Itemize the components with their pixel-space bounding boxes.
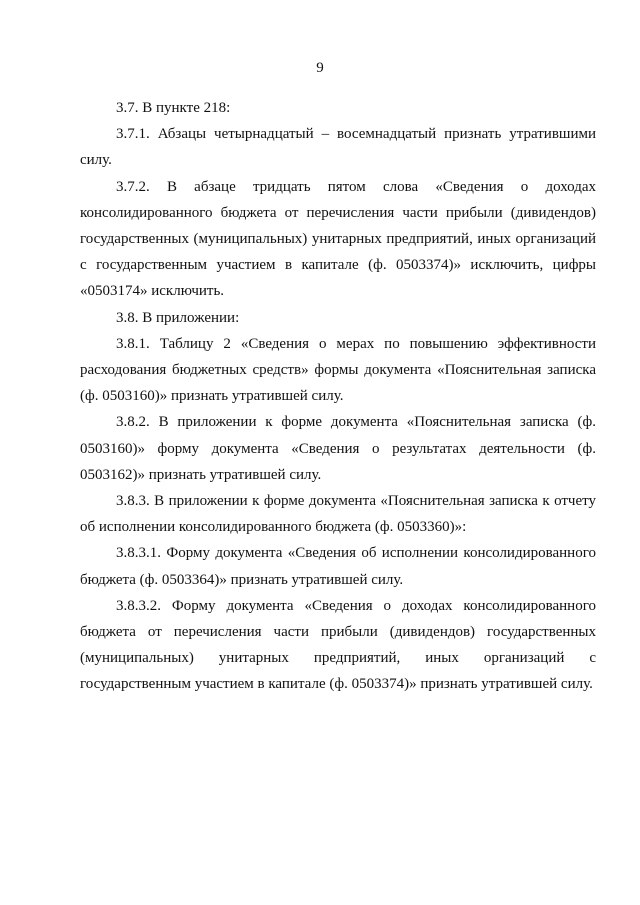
paragraph-3-8: 3.8. В приложении: [116, 309, 240, 326]
paragraph-3-7-1: 3.7.1. Абзацы четырнадцатый – восемнадцатый признать утратившими силу. [80, 126, 596, 169]
paragraph-3-7-2: 3.7.2. В абзаце тридцать пятом слова «Сведения о доходах консолидированного бюджета от перечисления части прибыли (дивидендов) государственных (муниципальных) унитарных предприятий, иных организаций с государственным участием в капитале (ф. 0503374)» исключить, цифры «0503174» исключить. [80, 178, 596, 300]
paragraph-3-8-2: 3.8.2. В приложении к форме документа «Пояснительная записка (ф. 0503160)» форму документа «Сведения о результатах деятельности (ф. 0503162)» признать утратившей силу. [80, 414, 596, 483]
paragraph-3-8-3-2: 3.8.3.2. Форму документа «Сведения о доходах консолидированного бюджета от перечисления части прибыли (дивидендов) государственных (муниципальных) унитарных предприятий, иных организаций с государственным участием в капитале (ф. 0503374)» признать утратившей силу. [80, 597, 596, 693]
paragraph-3-7: 3.7. В пункте 218: [116, 100, 231, 116]
paragraph-3-8-3: 3.8.3. В приложении к форме документа «Пояснительная записка к отчету об исполнении консолидированного бюджета (ф. 0503360)»: [80, 493, 596, 536]
page-number: 9 [316, 60, 324, 76]
document-body [80, 95, 596, 698]
paragraph-3-8-1: 3.8.1. Таблицу 2 «Сведения о мерах по повышению эффективности расходования бюджетных средств» формы документа «Пояснительная записка (ф. 0503160)» признать утратившей силу. [80, 335, 596, 405]
paragraph-3-8-3-1: 3.8.3.1. Форму документа «Сведения об исполнении консолидированного бюджета (ф. 0503364)» признать утратившей силу. [80, 545, 596, 588]
